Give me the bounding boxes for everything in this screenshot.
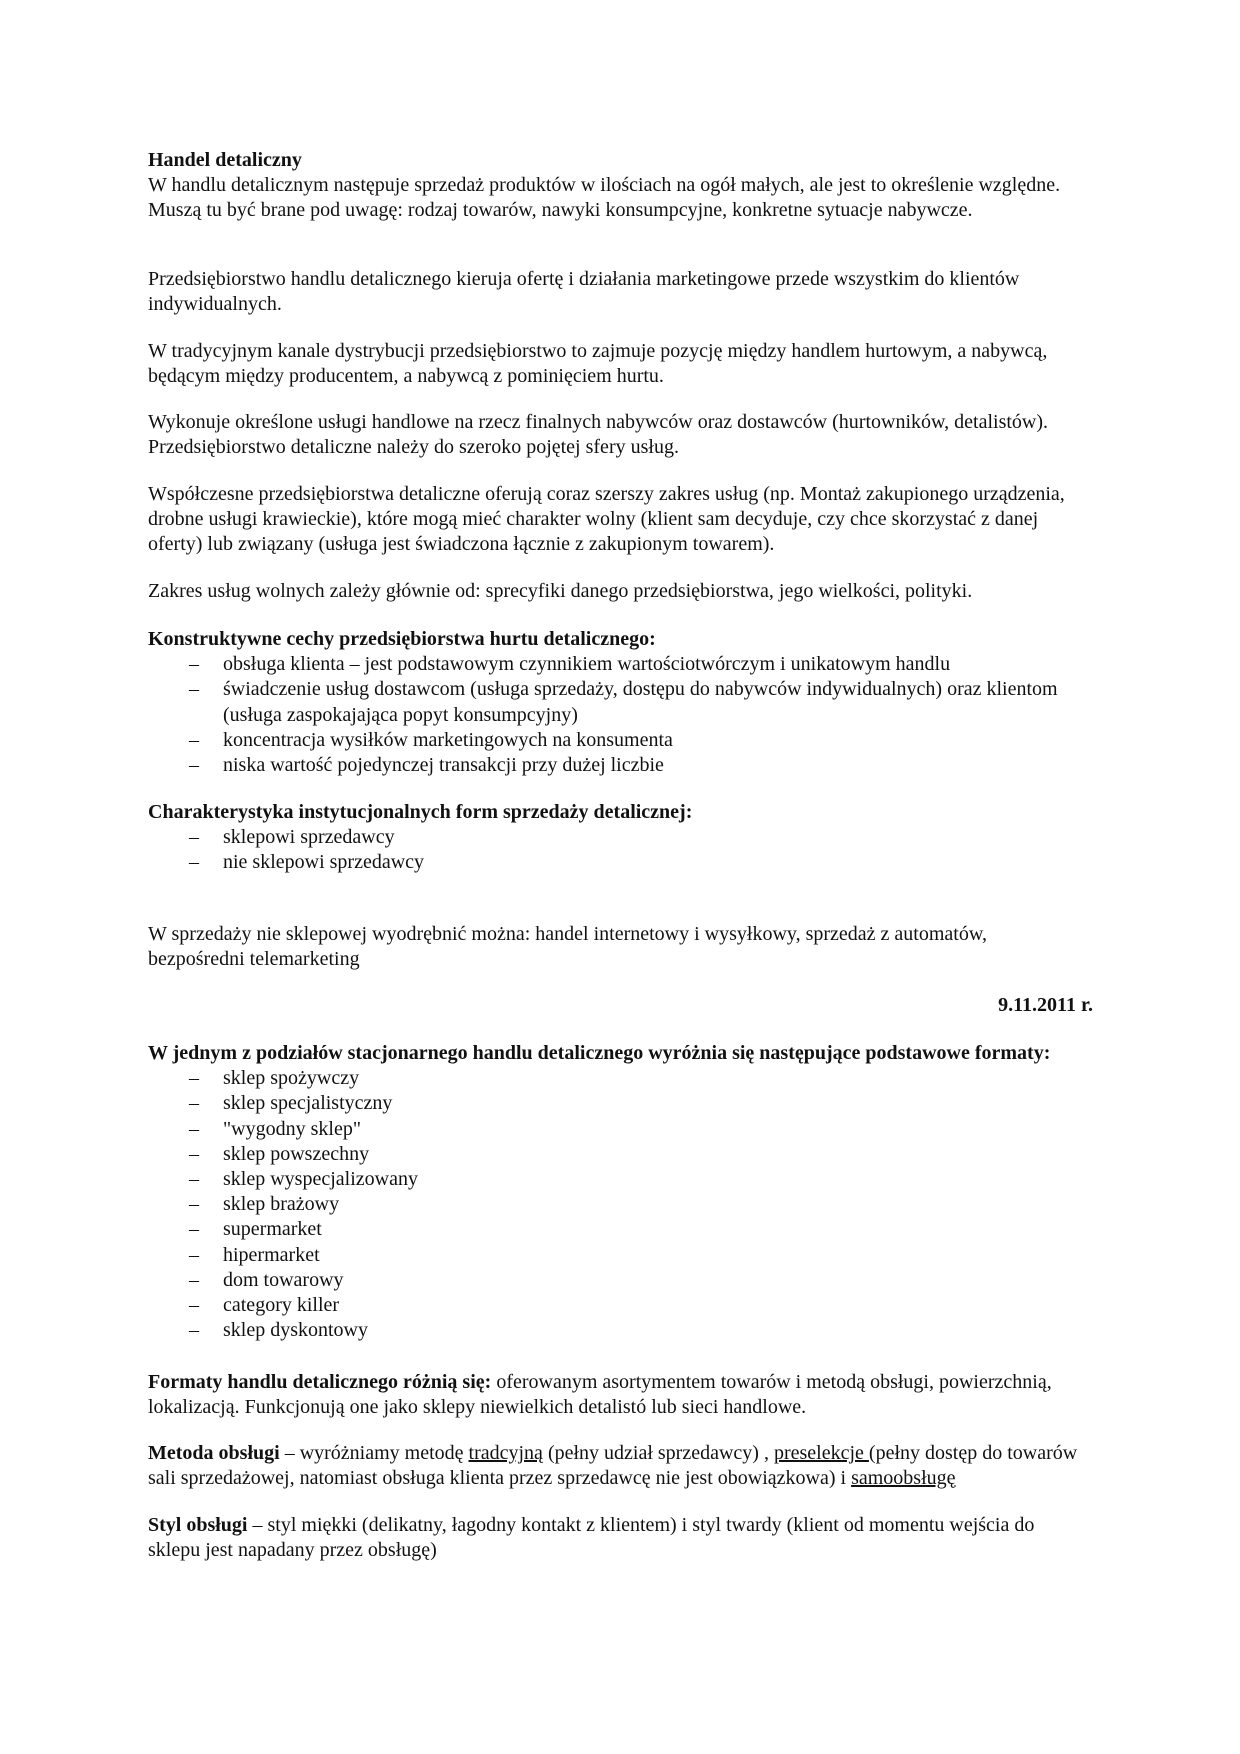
dash-bullet: –	[189, 653, 199, 676]
list-item	[148, 1066, 1108, 1091]
list-item-text: nie sklepowi sprzedawcy	[223, 851, 425, 874]
paragraph: Współczesne przedsiębiorstwa detaliczne oferują coraz szerszy zakres usług (np. Montaż zakupionego urządzenia, drobne usługi krawieckie), które mogą mieć charakter wolny (klient sam decyduje, czy chce skorzystać z danej oferty) lub związany (usługa jest świadczona łącznie z zakupionym towarem).	[148, 483, 1065, 556]
list-item-text: sklep powszechny	[223, 1142, 370, 1165]
section-heading: W jednym z podziałów stacjonarnego handlu detalicznego wyróżnia się następujące podstawowe formaty:	[148, 1042, 1051, 1064]
dash-bullet: –	[189, 1117, 199, 1140]
list-item-text: dom towarowy	[223, 1268, 344, 1291]
intro-block	[148, 148, 1093, 224]
section-heading: Charakterystyka instytucjonalnych form sprzedaży detalicznej:	[148, 801, 693, 823]
list-item-text: sklep dyskontowy	[223, 1319, 368, 1342]
paragraph: Przedsiębiorstwo handlu detalicznego kieruja ofertę i działania marketingowe przede wszystkim do klientów indywidualnych.	[148, 268, 1020, 316]
lead-text: Formaty handlu detalicznego różnią się:	[148, 1371, 492, 1393]
list-item	[148, 1167, 1108, 1192]
dash-bullet: –	[189, 1142, 199, 1165]
list-item	[148, 1192, 1108, 1217]
underlined-term: tradcyjną	[468, 1442, 543, 1464]
paragraph-styl	[148, 1513, 1078, 1563]
list-item	[148, 850, 1093, 875]
list-item	[148, 652, 1093, 677]
dash-bullet: –	[189, 1243, 199, 1266]
list-item-text: obsługa klienta – jest podstawowym czynnikiem wartościotwórczym i unikatowym handlu	[223, 653, 951, 676]
paragraph-metoda	[148, 1441, 1098, 1491]
paragraph: W sprzedaży nie sklepowej wyodrębnić można: handel internetowy i wysyłkowy, sprzedaż z automatów, bezpośredni telemarketing	[148, 923, 987, 971]
list-item-text: sklep spożywczy	[223, 1067, 360, 1090]
dash-bullet: –	[189, 1168, 199, 1191]
list-item-text: sklep specjalistyczny	[223, 1092, 393, 1115]
formats-list	[148, 1066, 1108, 1343]
dash-bullet: –	[189, 1319, 199, 1342]
lead-text: Styl obsługi	[148, 1514, 248, 1536]
dash-bullet: –	[189, 728, 199, 751]
list-item	[148, 1091, 1108, 1116]
list-item-text: sklep brażowy	[223, 1193, 340, 1216]
underlined-term: samoobsługę	[851, 1467, 956, 1490]
list-item	[148, 677, 1093, 727]
list-item	[148, 1142, 1108, 1167]
list-item	[148, 1268, 1108, 1293]
body-text: (pełny udział sprzedawcy) ,	[542, 1442, 774, 1464]
list-item-text: hipermarket	[223, 1243, 320, 1266]
list-item	[148, 1243, 1108, 1268]
dash-bullet: –	[189, 826, 199, 849]
list-item-text: świadczenie usług dostawcom (usługa sprzedaży, dostępu do nabywców indywidualnych) oraz klientom (usługa zaspokajająca popyt konsumpcyjny)	[223, 678, 1058, 726]
list-item	[148, 1293, 1108, 1318]
list-item-text: koncentracja wysiłków marketingowych na konsumenta	[223, 728, 673, 751]
dash-bullet: –	[189, 851, 199, 874]
lead-text: Metoda obsługi	[148, 1442, 280, 1464]
underlined-term: preselekcje	[773, 1442, 869, 1464]
paragraph: Wykonuje określone usługi handlowe na rzecz finalnych nabywców oraz dostawców (hurtowników, detalistów). Przedsiębiorstwo detaliczne należy do szeroko pojętej sfery usług.	[148, 411, 1049, 459]
list-item	[148, 753, 1093, 778]
page-title: Handel detaliczny	[148, 149, 302, 171]
list-item	[148, 728, 1093, 753]
section-formats	[148, 1041, 1108, 1343]
list-item-text: sklep wyspecjalizowany	[223, 1168, 418, 1191]
section-heading: Konstruktywne cechy przedsiębiorstwa hurtu detalicznego:	[148, 628, 656, 650]
list-item-text: niska wartość pojedynczej transakcji przy dużej liczbie	[223, 754, 664, 777]
dash-bullet: –	[189, 754, 199, 777]
list-item-text: supermarket	[223, 1218, 322, 1241]
dash-bullet: –	[189, 678, 199, 701]
dash-bullet: –	[189, 1092, 199, 1115]
list-item-text: sklepowi sprzedawcy	[223, 826, 395, 849]
paragraph: Zakres usług wolnych zależy głównie od: sprecyfiki danego przedsiębiorstwa, jego wielkości, polityki.	[148, 580, 973, 602]
dash-bullet: –	[189, 1294, 199, 1317]
list-item-text: category killer	[223, 1294, 340, 1317]
list-item-text: "wygodny sklep"	[223, 1117, 361, 1140]
body-text: oferowanym asortymentem towarów i metodą obsługi, powierzchnią, lokalizacją. Funkcjonują one jako sklepy niewielkich detalistó lub sieci handlowe.	[148, 1371, 1052, 1419]
list-item	[148, 1318, 1108, 1343]
body-text: – styl miękki (delikatny, łagodny kontakt z klientem) i styl twardy (klient od momentu wejścia do sklepu jest napadany przez obsługę)	[148, 1514, 1035, 1562]
dash-bullet: –	[189, 1067, 199, 1090]
paragraph-formaty	[148, 1370, 1098, 1420]
body-text: (pełny dostęp do towarów sali sprzedażowej, natomiast obsługa klienta przez sprzedawcę nie jest obowiązkowa) i	[148, 1442, 1078, 1490]
body-text: – wyróżniamy metodę	[279, 1442, 469, 1464]
dash-bullet: –	[189, 1268, 199, 1291]
date: 9.11.2011 r.	[998, 994, 1093, 1016]
paragraph: W handlu detalicznym następuje sprzedaż produktów w ilościach na ogół małych, ale jest to określenie względne. Muszą tu być brane pod uwagę: rodzaj towarów, nawyki konsumpcyjne, konkretne sytuacje nabywcze.	[148, 174, 1061, 222]
section-institutional-forms	[148, 800, 1093, 876]
paragraph: W tradycyjnym kanale dystrybucji przedsiębiorstwo to zajmuje pozycję między handlem hurtowym, a nabywcą, będącym między producentem, a nabywcą z pominięciem hurtu.	[148, 340, 1048, 388]
dash-bullet: –	[189, 1193, 199, 1216]
list-item	[148, 825, 1093, 850]
dash-bullet: –	[189, 1218, 199, 1241]
list-item	[148, 1117, 1108, 1142]
list-item	[148, 1217, 1108, 1242]
section-constructive-features	[148, 627, 1093, 778]
